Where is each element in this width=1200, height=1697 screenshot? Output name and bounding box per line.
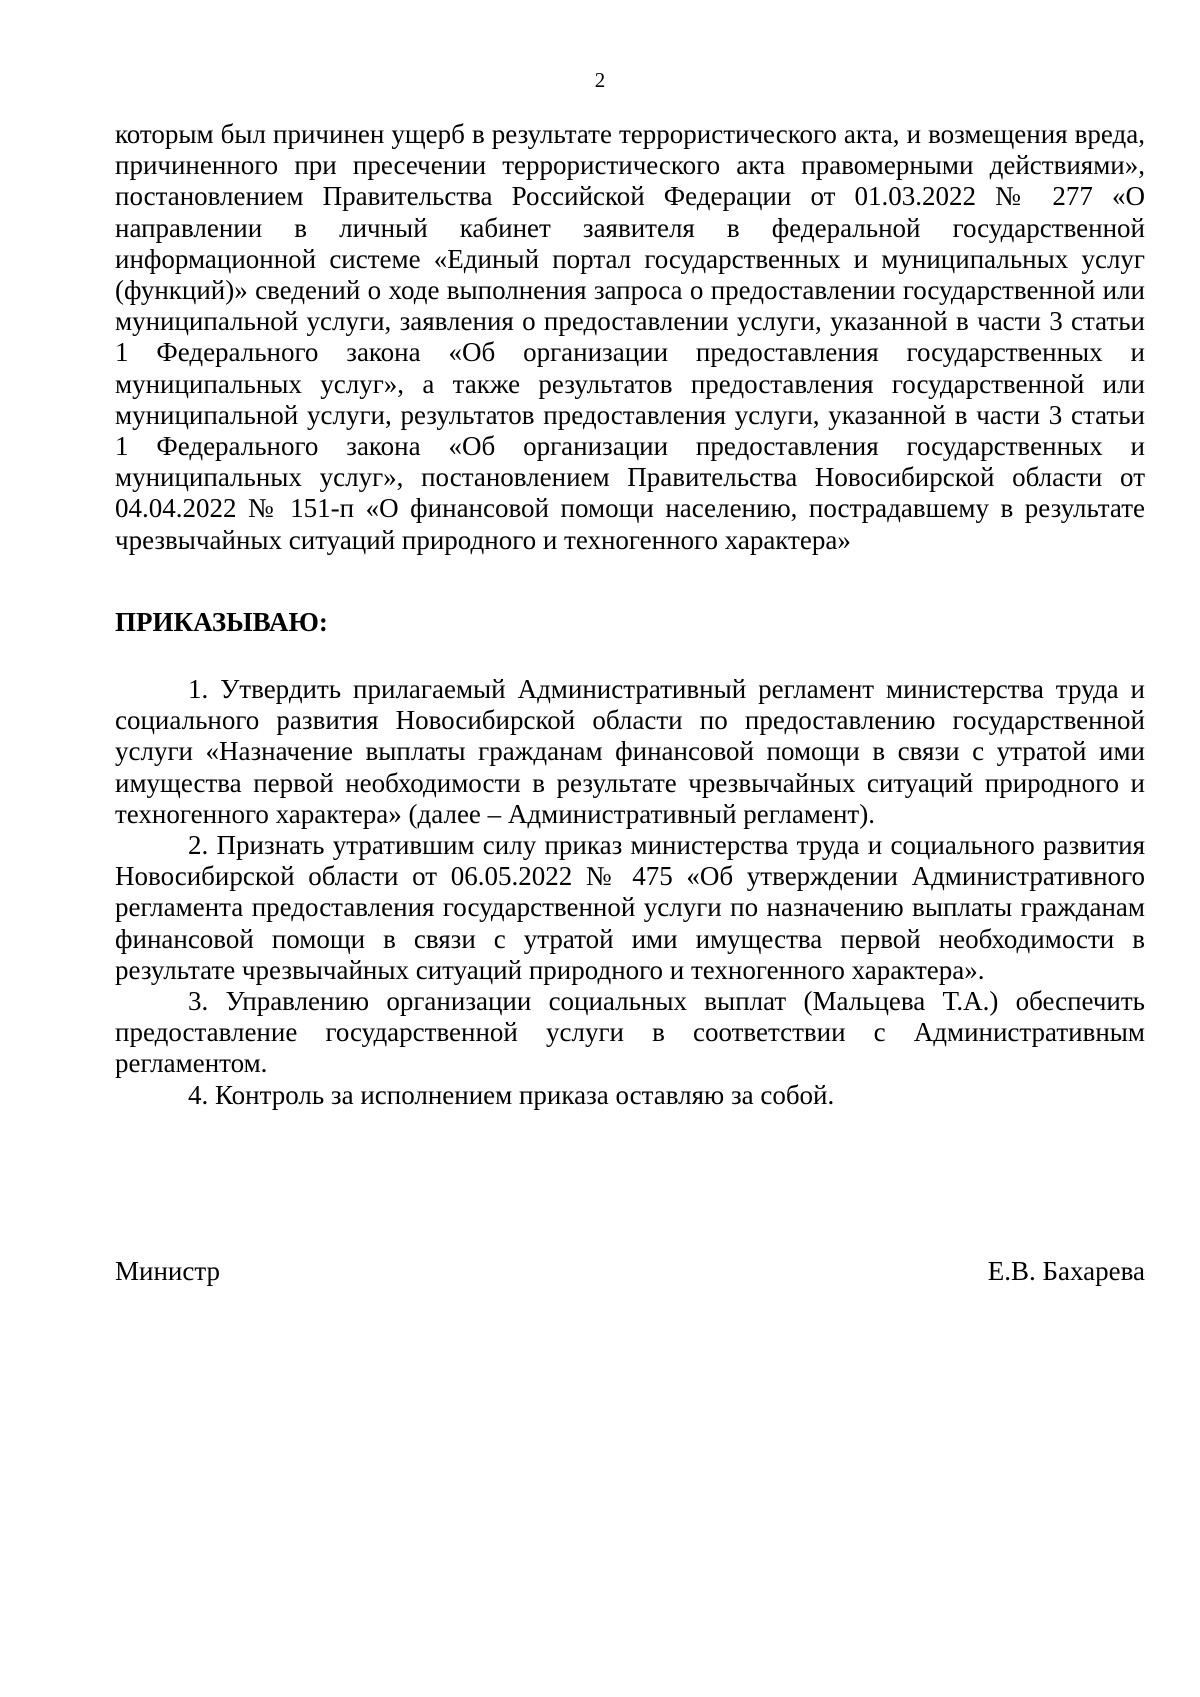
- order-items: [115, 674, 1145, 1111]
- intro-section: [115, 119, 1145, 556]
- intro-paragraph: которым был причинен ущерб в результате террористического акта, и возмещения вреда, причиненного при пресечении террористического акта правомерными действиями», постановлением Правительства Российской Федерации от 01.03.2022 № 277 «О направлении в личный кабинет заявителя в федеральной государственной информационной системе «Единый портал государственных и муниципальных услуг (функций)» сведений о ходе выполнения запроса о предоставлении государственной или муниципальной услуги, заявления о предоставлении услуги, указанной в части 3 статьи 1 Федерального закона «Об организации предоставления государственных и муниципальных услуг», а также результатов предоставления государственной или муниципальной услуги, результатов предоставления услуги, указанной в части 3 статьи 1 Федерального закона «Об организации предоставления государственных и муниципальных услуг», постановлением Правительства Новосибирской области от 04.04.2022 № 151-п «О финансовой помощи населению, пострадавшему в результате чрезвычайных ситуаций природного и техногенного характера»: [115, 119, 1145, 555]
- signatory-position: Министр: [115, 1256, 220, 1286]
- signature-block: [115, 1256, 1145, 1287]
- order-item-4: 4. Контроль за исполнением приказа оставляю за собой.: [188, 1079, 835, 1110]
- order-heading: ПРИКАЗЫВАЮ:: [115, 607, 328, 637]
- order-item-1: 1. Утвердить прилагаемый Административный регламент министерства труда и социального развития Новосибирской области по предоставлению государственной услуги «Назначение выплаты гражданам финансовой помощи в связи с утратой ими имущества первой необходимости в результате чрезвычайных ситуаций природного и техногенного характера» (далее – Административный регламент).: [115, 674, 1145, 829]
- page-number: 2: [594, 68, 606, 92]
- order-item-3: 3. Управлению организации социальных выплат (Мальцева Т.А.) обеспечить предоставление государственной услуги в соответствии с Административным регламентом.: [115, 986, 1145, 1079]
- signatory-name: Е.В. Бахарева: [987, 1256, 1145, 1286]
- order-item-2: 2. Признать утратившим силу приказ министерства труда и социального развития Новосибирской области от 06.05.2022 № 475 «Об утверждении Административного регламента предоставления государственной услуги по назначению выплаты гражданам финансовой помощи в связи с утратой ими имущества первой необходимости в результате чрезвычайных ситуаций природного и техногенного характера».: [115, 830, 1145, 985]
